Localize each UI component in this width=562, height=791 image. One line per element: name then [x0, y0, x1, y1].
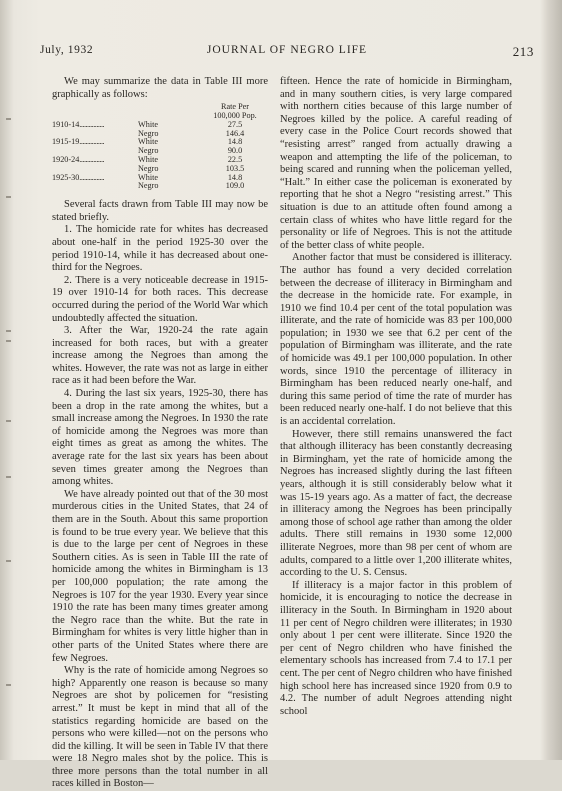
dot-leader: ................	[79, 137, 105, 147]
body-paragraph: If illiteracy is a major factor in this problem of homicide, it is encouraging to notice the decrease in illiteracy in the South. In Birmingham in 1920 about 11 per cent of Negro children were illiterates; in 1930 only about 1 per cent were illiterate. Since 1920 the per cent of Negro children who have finished the elementary schools has increased from 7.4 to 17.1 per cent. The per cent of Negro children who have finished high school here has increased since 1920 from 0.9 to 4.2. The number of adult Negroes attending night school	[280, 579, 512, 717]
period-cell: 1915-19................	[52, 137, 105, 147]
issue-date: July, 1932	[40, 44, 94, 56]
homicide-rate-table	[52, 103, 268, 191]
body-paragraph: Several facts drawn from Table III may now be stated briefly.	[52, 199, 268, 223]
body-paragraph: 4. During the last six years, 1925-30, there has been a drop in the rate among the whites, but a small increase among the Negroes. In 1930 the rate of homicide among the Negroes was more than eight times as great as among the whites. The average rate for the last six years has been about seven times greater among the Negroes than among whites.	[52, 388, 268, 488]
body-paragraph: However, there still remains unanswered the fact that although illiteracy has been constantly decreasing in Birmingham, yet the rate of homicide among the Negroes has increased slightly during the last fifteen years, although it is still considerably below what it was 15-19 years ago. As a matter of fact, the decrease in illiteracy among the Negroes has been principally among those of school age rather than among the older adults. There still remains in 1930 some 12,000 illiterate Negroes, more than 98 per cent of whom are adults, compared to a little over 1,200 illiterate whites, according to the U. S. Census.	[280, 428, 512, 579]
binding-edge	[4, 0, 14, 760]
intro-paragraph: We may summarize the data in Table III more graphically as follows:	[52, 76, 268, 100]
body-paragraph: We have already pointed out that of the 30 most murderous cities in the United States, that 24 of them are in the South. About this same proportion is found to be true every year. We believe that this is due to the large per cent of Negroes in these Southern cities. As is seen in Table III the rate of homicide among the whites in Birmingham is 13 per 100,000 population; the rate among the Negroes is 107 for the year 1930. Every year since 1910 the rate has been many times greater among the Negro race than the white. But the rate in Birmingham for whites is very little higher than in other parts of the United States where there are few Negroes.	[52, 488, 268, 664]
rate-cell: 14.8	[227, 137, 243, 147]
dot-leader: ................	[79, 119, 105, 129]
body-paragraph: 1. The homicide rate for whites has decreased about one-half in the period 1925-30 over the period 1910-14, while it has decreased about one-third for the Negroes.	[52, 224, 268, 274]
table-row	[52, 182, 268, 191]
race-cell: Negro	[138, 163, 159, 173]
running-header	[40, 44, 534, 64]
body-paragraph: 2. There is a very noticeable decrease in 1915-19 over 1910-14 for both races. This decrease occurred during the period of the World War which undoubtedly affected the situation.	[52, 274, 268, 324]
journal-page	[22, 0, 542, 790]
rate-cell: 22.5	[227, 154, 243, 164]
rate-cell: 103.5	[225, 163, 245, 173]
table-header-rate: Rate Per	[221, 102, 249, 112]
period-cell: 1920-24................	[52, 154, 105, 164]
body-paragraph: 3. After the War, 1920-24 the rate again increased for both races, but with a greater increase among the Negroes than among the whites. However, the rate was not as large in either race as it had been before the War.	[52, 325, 268, 387]
table-header-pop: 100,000 Pop.	[213, 110, 257, 120]
rate-cell: 146.4	[225, 128, 245, 138]
body-paragraph: Another factor that must be considered is illiteracy. The author has found a very decided correlation between the decrease of illiteracy in Birmingham and the decrease in the homicide rate. For example, in 1910 we find 10.4 per cent of the total population was illiterate, and the rate of homicide was 83 per 100,000 population; in 1930 we see that 6.2 per cent of the population of Birmingham was illiterate, and the rate of homicide was 49.1 per 100,000 population. In other words, since 1910 the percentage of illiteracy in Birmingham has been reduced nearly one-half, and during this same period of time the rate of murder has been reduced nearly one-half. I do not believe that this is an accidental correlation.	[280, 252, 512, 428]
dot-leader: ................	[79, 154, 105, 164]
period-cell	[52, 182, 138, 191]
rate-cell: 90.0	[227, 146, 243, 156]
race-cell: Negro	[138, 128, 159, 138]
rate-cell: 27.5	[227, 119, 243, 129]
left-column	[52, 76, 268, 791]
race-cell: Negro	[138, 181, 159, 191]
rate-cell: 14.8	[227, 172, 243, 182]
period-cell: 1925-30................	[52, 172, 105, 182]
rate-cell: 109.0	[225, 181, 245, 191]
race-cell: White	[138, 119, 159, 129]
period-cell: 1910-14................	[52, 119, 105, 129]
body-paragraph: Why is the rate of homicide among Negroes so high? Apparently one reason is because so many Negroes are shot by policemen for “resisting arrest.” It must be kept in mind that all of the statistics regarding homicide are based on the persons who were killed—not on the persons who did the killing. It will be seen in Table IV that there were 18 Negro males shot by the police. This is three more persons than the total number in all races killed in Boston—	[52, 665, 268, 790]
body-paragraph: fifteen. Hence the rate of homicide in Birmingham, and in many southern cities, is very large compared with northern cities because of this large number of Negroes killed by the police. A careful reading of every case in the Police Court records showed that “resisting arrest” ranged from actually drawing a weapon and attempting the life of the policeman, to being scared and running when the policeman yelled, “Halt.” In either case the policeman is exonerated by reporting that he shot a Negro “resisting arrest.” This situation is due to an attitude often found among a certain class of whites who have little regard for the personality or life of Negroes. This is not the attitude of the better class of white people.	[280, 76, 512, 251]
right-column	[280, 76, 512, 718]
page-number: 213	[512, 44, 534, 59]
race-cell: Negro	[138, 146, 159, 156]
race-cell: White	[138, 154, 159, 164]
journal-title: JOURNAL OF NEGRO LIFE	[206, 44, 368, 56]
race-cell: White	[138, 172, 159, 182]
race-cell: White	[138, 137, 159, 147]
dot-leader: ................	[79, 172, 105, 182]
